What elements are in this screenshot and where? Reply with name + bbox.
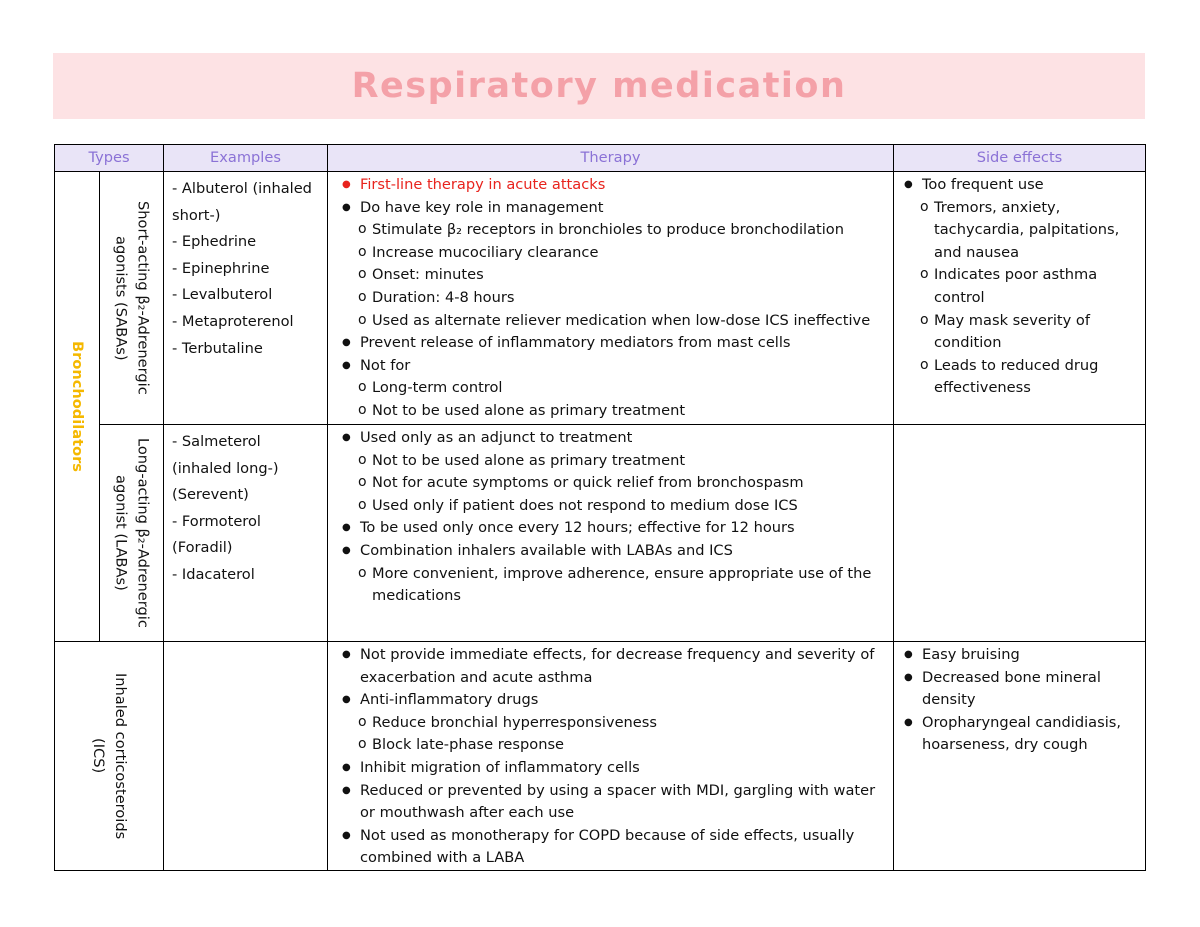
bullet-item: [332, 689, 889, 712]
group-label: Bronchodilators: [69, 341, 86, 472]
bullet-item: [332, 427, 889, 450]
bullet-item-text: Anti-inflammatory drugs: [360, 691, 539, 709]
side-effects-cell-labas: [894, 425, 1146, 642]
sub-bullet-item: [894, 310, 1143, 355]
bullet-item: [332, 540, 889, 563]
example-item: - Levalbuterol: [172, 286, 273, 304]
example-item: - Albuterol (inhaled: [172, 180, 312, 197]
sub-bullet-item: [332, 450, 889, 473]
sub-bullet-item-text: Not to be used alone as primary treatment: [372, 401, 686, 419]
sub-bullet-list: [332, 563, 889, 608]
sub-bullet-item: [332, 563, 889, 608]
bullet-item-text: Easy bruising: [922, 646, 1020, 663]
bullet-item: [332, 517, 889, 540]
sub-bullet-item-text: Used as alternate reliever medication when low-dose ICS ineffective: [372, 311, 871, 329]
sub-bullet-item: [332, 287, 889, 310]
examples-list: [164, 425, 327, 589]
example-item: - Ephedrine: [172, 233, 257, 251]
sub-bullet-item-text: Onset: minutes: [372, 266, 484, 284]
example-item: (Foradil): [172, 539, 233, 557]
therapy-cell-labas: [328, 425, 894, 642]
title-banner: [53, 53, 1145, 119]
sub-bullet-item: [332, 712, 889, 735]
type-cell-ics: [55, 642, 164, 871]
sub-bullet-item: [332, 219, 889, 242]
sub-bullet-item-text: Leads to reduced drug effectiveness: [934, 356, 1099, 397]
bullet-item: [894, 667, 1143, 712]
sub-bullet-list: [332, 712, 889, 757]
bullet-item-text: Reduced or prevented by using a spacer with MDI, gargling with water or mouthwash after each use: [360, 781, 876, 822]
bullet-item: [894, 712, 1143, 757]
header-row: [55, 145, 1146, 172]
bullet-item-text: Too frequent use: [922, 176, 1044, 193]
table-row-labas: [55, 425, 1146, 642]
sub-bullet-item-text: Tremors, anxiety, tachycardia, palpitations, and nausea: [934, 198, 1120, 261]
example-item: short-): [172, 206, 221, 224]
example-item: - Metaproterenol: [172, 312, 294, 330]
bullet-item-text: Decreased bone mineral density: [922, 668, 1101, 709]
bullet-item: [332, 644, 889, 689]
therapy-list: [332, 644, 889, 870]
bullet-item: [332, 332, 889, 355]
table-row-sabas: [55, 172, 1146, 425]
examples-cell-ics: [164, 642, 328, 871]
sub-bullet-item-text: Duration: 4-8 hours: [372, 288, 515, 306]
bullet-item: [894, 174, 1143, 197]
medication-table: [54, 144, 1146, 871]
bullet-item-text: Prevent release of inflammatory mediators from mast cells: [360, 334, 791, 352]
sub-bullet-item-text: Not for acute symptoms or quick relief from bronchospasm: [372, 474, 804, 492]
sub-bullet-item-text: Not to be used alone as primary treatment: [372, 451, 686, 469]
sub-bullet-item-text: Block late-phase response: [372, 736, 565, 754]
examples-cell-sabas: [164, 172, 328, 425]
example-item: - Epinephrine: [172, 259, 270, 277]
examples-cell-labas: [164, 425, 328, 642]
sub-bullet-list: [332, 219, 889, 332]
example-item: - Terbutaline: [172, 339, 263, 357]
type-label-sabas: Short-acting β₂-Adrenergic agonists (SABAs): [112, 201, 152, 395]
example-item: (Serevent): [172, 486, 249, 504]
bullet-item-text: Oropharyngeal candidiasis, hoarseness, dry cough: [922, 713, 1122, 754]
sub-bullet-item-text: Indicates poor asthma control: [934, 266, 1098, 306]
bullet-item-text: Do have key role in management: [360, 198, 604, 216]
example-item: - Formoterol: [172, 512, 261, 530]
group-cell: [55, 172, 100, 642]
therapy-list: [332, 174, 889, 423]
sub-bullet-item: [332, 377, 889, 400]
type-cell-sabas: [100, 172, 164, 425]
example-item: (inhaled long-): [172, 459, 279, 477]
sub-bullet-list: [332, 377, 889, 422]
type-label-labas: Long-acting β₂-Adrenergic agonist (LABAs): [112, 438, 152, 628]
type-label-ics: Inhaled corticosteroids (ICS): [90, 672, 129, 840]
side-effects-list: [894, 174, 1143, 400]
therapy-cell-ics: [328, 642, 894, 871]
bullet-item-text: Used only as an adjunct to treatment: [360, 429, 633, 446]
side-effects-list: [894, 644, 1143, 757]
bullet-item: [332, 780, 889, 825]
sub-bullet-item-text: Long-term control: [372, 379, 503, 397]
sub-bullet-item: [332, 472, 889, 495]
side-effects-cell-ics: [894, 642, 1146, 871]
header-therapy: Therapy: [328, 145, 894, 172]
bullet-item: [332, 355, 889, 378]
side-effects-cell-sabas: [894, 172, 1146, 425]
therapy-cell-sabas: [328, 172, 894, 425]
bullet-item-text: Not used as monotherapy for COPD because of side effects, usually combined with a LABA: [360, 826, 855, 867]
sub-bullet-item-text: Increase mucociliary clearance: [372, 243, 599, 261]
examples-list: [164, 172, 327, 362]
bullet-item-text: Not for: [360, 356, 411, 374]
sub-bullet-item: [332, 734, 889, 757]
bullet-item-text: Not provide immediate effects, for decrease frequency and severity of exacerbation and acute asthma: [360, 646, 875, 686]
header-side-effects: Side effects: [894, 145, 1146, 172]
therapy-list: [332, 427, 889, 608]
sub-bullet-item-text: More convenient, improve adherence, ensure appropriate use of the medications: [372, 564, 872, 605]
header-examples: Examples: [164, 145, 328, 172]
sub-bullet-item: [332, 495, 889, 518]
bullet-item-text: Combination inhalers available with LABAs and ICS: [360, 541, 733, 559]
sub-bullet-list: [332, 450, 889, 518]
bullet-item-text: First-line therapy in acute attacks: [360, 176, 606, 193]
bullet-item: [332, 825, 889, 870]
sub-bullet-item: [894, 197, 1143, 265]
sub-bullet-item: [332, 310, 889, 333]
type-cell-labas: [100, 425, 164, 642]
sub-bullet-item: [332, 242, 889, 265]
bullet-item: [332, 197, 889, 220]
bullet-item: [332, 757, 889, 780]
example-item: - Idacaterol: [172, 565, 255, 583]
table-row-ics: [55, 642, 1146, 871]
bullet-item-text: Inhibit migration of inflammatory cells: [360, 758, 640, 776]
sub-bullet-item-text: Stimulate β₂ receptors in bronchioles to produce bronchodilation: [372, 221, 844, 239]
bullet-item: [894, 644, 1143, 667]
sub-bullet-item: [332, 400, 889, 423]
examples-list: [164, 642, 327, 646]
bullet-item: [332, 174, 889, 197]
page-title: Respiratory medication: [351, 66, 847, 106]
header-types: Types: [55, 145, 164, 172]
sub-bullet-item: [894, 264, 1143, 309]
sub-bullet-list: [894, 197, 1143, 400]
bullet-item-text: To be used only once every 12 hours; effective for 12 hours: [360, 519, 795, 537]
sub-bullet-item-text: Used only if patient does not respond to medium dose ICS: [372, 496, 798, 514]
sub-bullet-item: [332, 264, 889, 287]
sub-bullet-item: [894, 355, 1143, 400]
sub-bullet-item-text: May mask severity of condition: [934, 311, 1090, 352]
example-item: - Salmeterol: [172, 433, 261, 450]
sub-bullet-item-text: Reduce bronchial hyperresponsiveness: [372, 713, 657, 731]
